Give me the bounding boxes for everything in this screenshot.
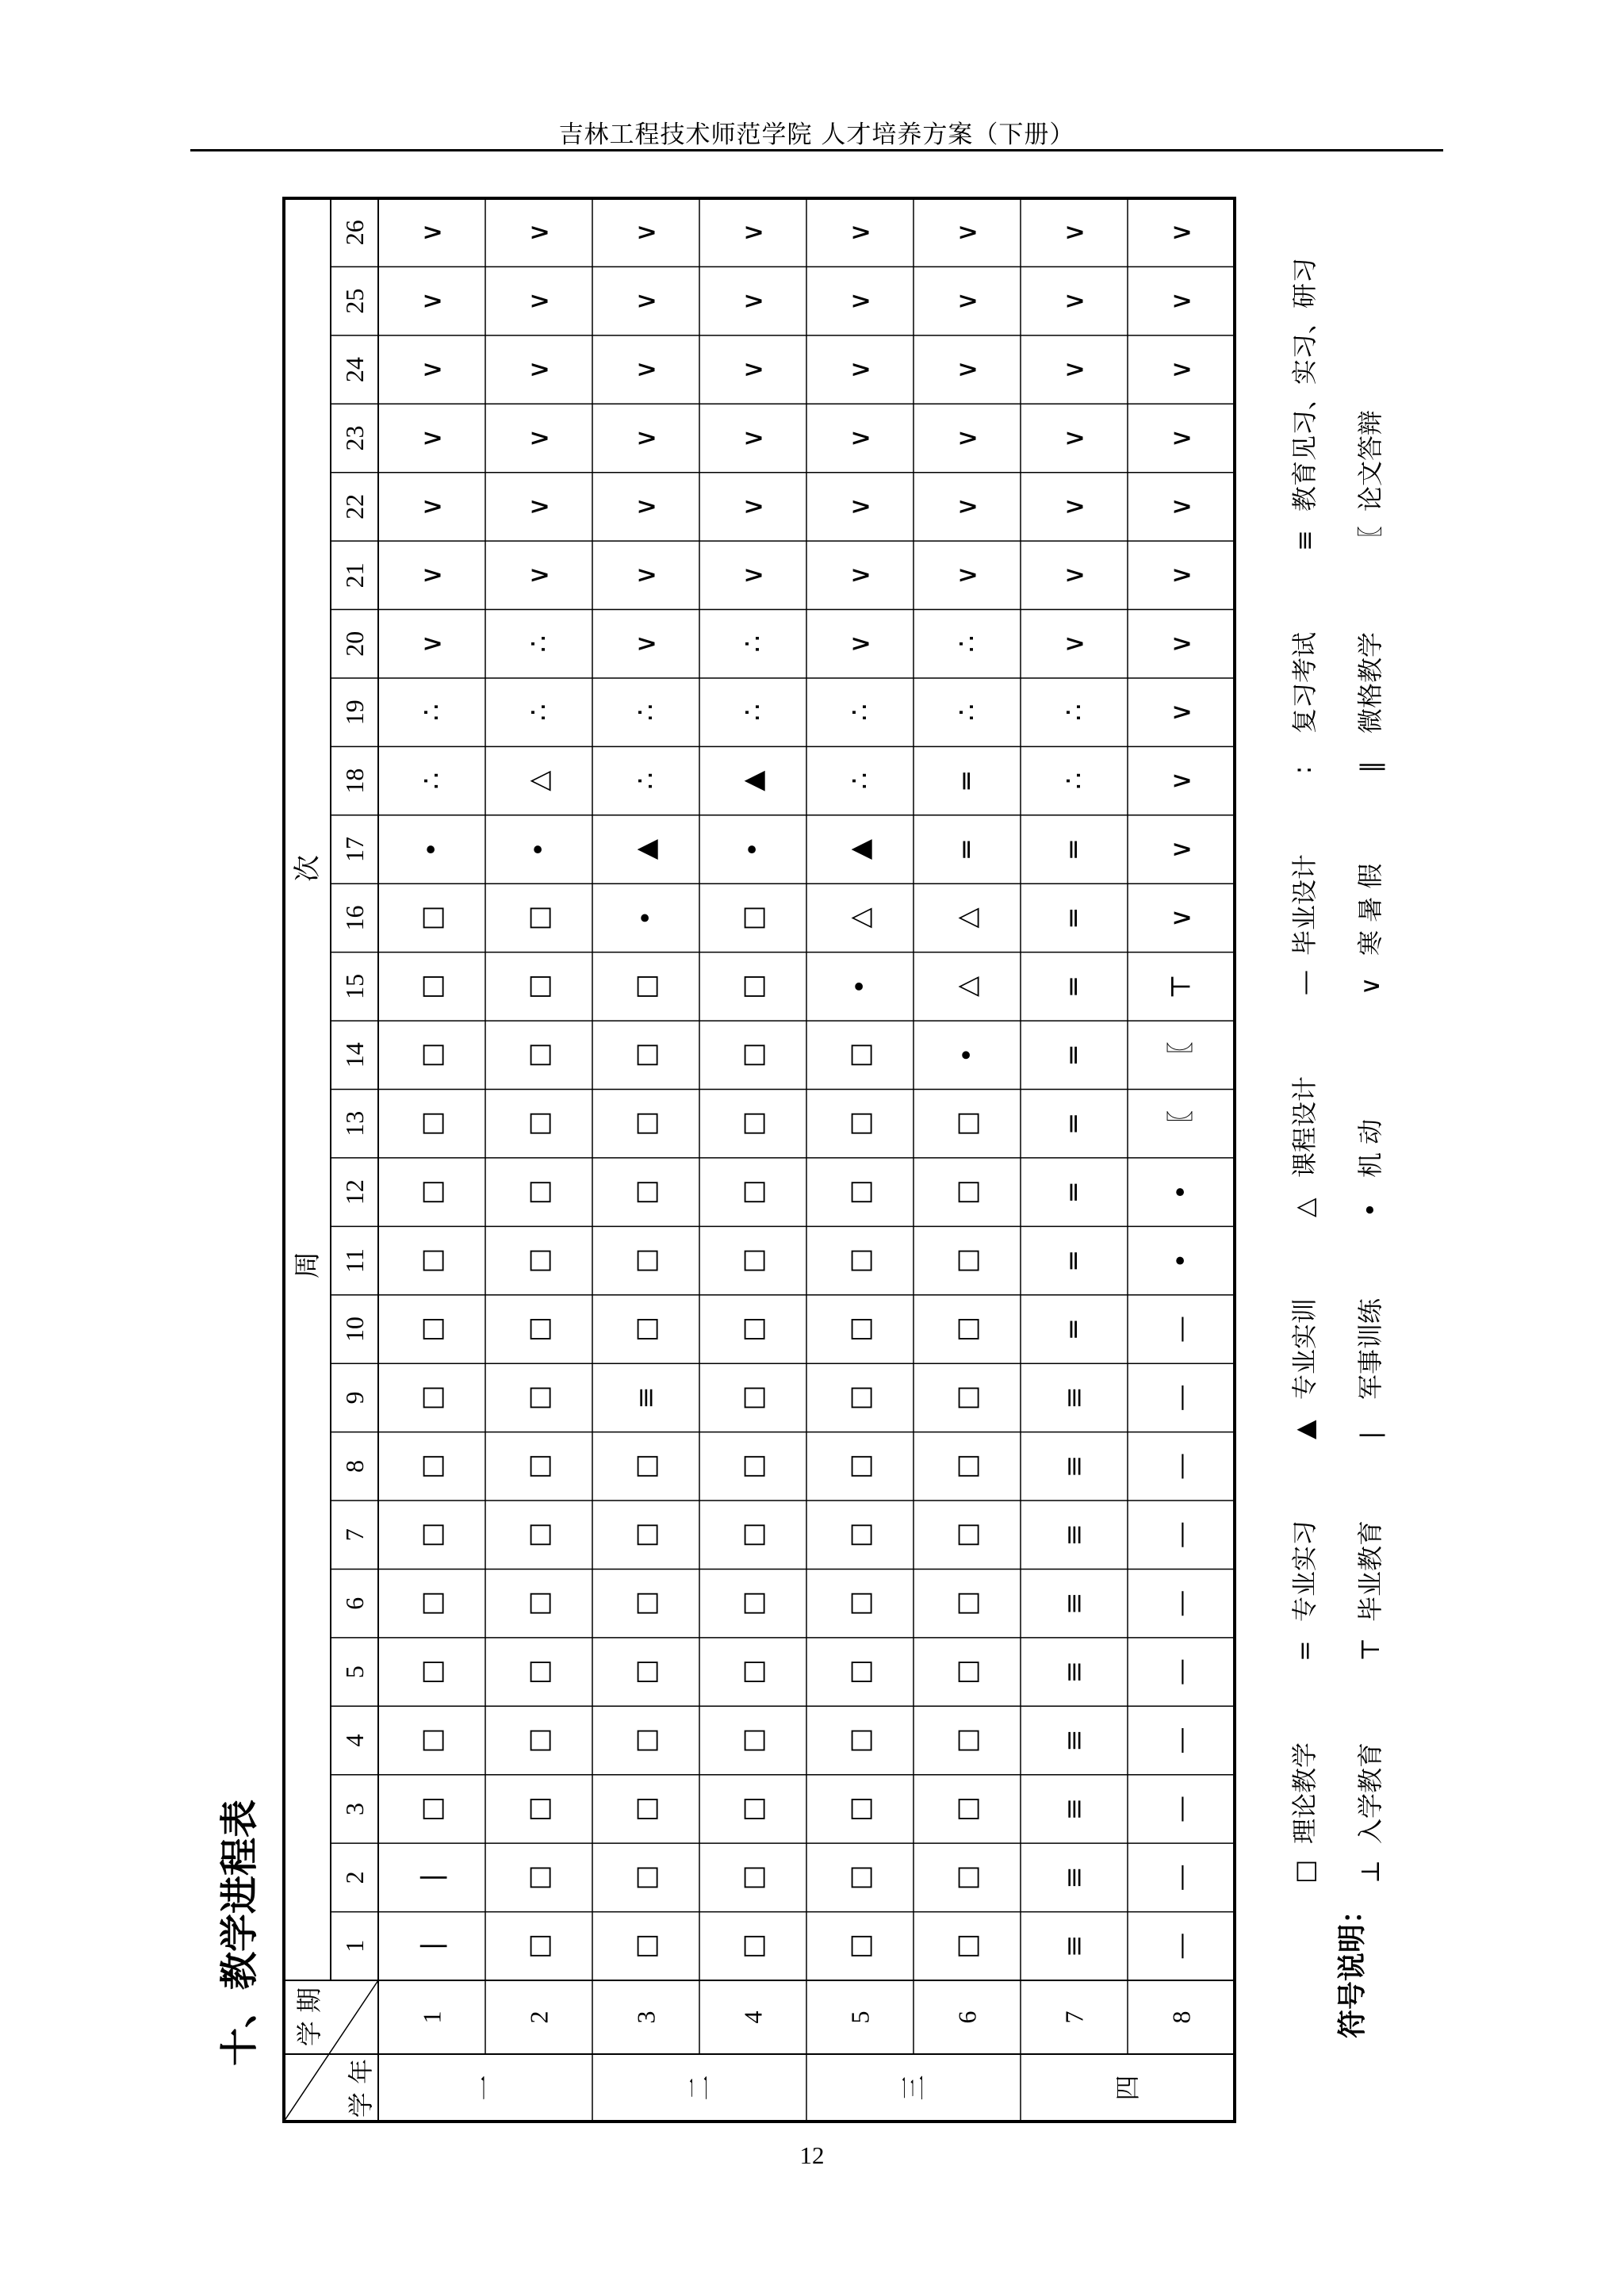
schedule-cell: • (737, 841, 769, 858)
schedule-cell: □ (630, 1316, 662, 1343)
schedule-cell: ∨ (630, 565, 662, 585)
legend-symbol: ∨ (1355, 976, 1385, 995)
schedule-cell: □ (737, 1933, 769, 1959)
year-label: 二 (684, 2075, 714, 2101)
schedule-cell: — (1165, 1727, 1197, 1754)
legend-symbol: — (1289, 970, 1320, 995)
schedule-cell: ∨ (630, 359, 662, 380)
schedule-cell: • (951, 1047, 983, 1064)
schedule-cell: □ (844, 1453, 876, 1479)
year-label: 一 (470, 2075, 500, 2101)
schedule-cell: ∨ (630, 291, 662, 312)
schedule-cell: ∨ (1165, 222, 1197, 243)
schedule-cell: □ (630, 1590, 662, 1616)
legend-label: 军事训练 (1355, 1297, 1385, 1400)
legend-label: 毕业教育 (1355, 1520, 1385, 1622)
schedule-cell: ∨ (1165, 771, 1197, 792)
year-label: 三 (898, 2075, 929, 2101)
week-number-12: 12 (340, 1179, 369, 1205)
semester-label: 3 (631, 2010, 661, 2024)
schedule-cell: □ (523, 1042, 555, 1068)
schedule-cell: □ (416, 905, 448, 931)
week-number-7: 7 (340, 1528, 369, 1542)
legend-label: 论文答辩 (1355, 409, 1385, 512)
schedule-cell: ═ (1058, 1183, 1090, 1201)
schedule-cell: △ (951, 976, 983, 997)
schedule-cell: □ (630, 1522, 662, 1548)
schedule-cell: □ (523, 1865, 555, 1891)
schedule-cell: □ (951, 1933, 983, 1959)
schedule-cell: □ (844, 1590, 876, 1616)
schedule-cell: ∴ (844, 772, 876, 790)
legend-label: 机 动 (1355, 1118, 1385, 1178)
schedule-cell: — (1165, 1452, 1197, 1480)
page-number: 12 (799, 2141, 825, 2169)
schedule-cell: ∨ (523, 496, 555, 517)
table-border (284, 198, 1235, 2122)
schedule-cell: ∨ (1165, 428, 1197, 448)
legend-label: 教育见习、实习、研习 (1289, 257, 1320, 512)
schedule-cell: □ (737, 1042, 769, 1068)
schedule-cell: — (1165, 1384, 1197, 1412)
legend-symbol: ‖ (1355, 761, 1385, 773)
legend-label: 寒 暑 假 (1355, 863, 1385, 956)
schedule-cell: ∨ (523, 291, 555, 312)
schedule-cell: ∨ (1165, 565, 1197, 585)
schedule-cell: □ (737, 1796, 769, 1823)
schedule-cell: □ (416, 1248, 448, 1274)
legend-symbol: △ (1289, 1198, 1320, 1217)
semester-label: 8 (1166, 2010, 1196, 2024)
schedule-cell: △ (844, 907, 876, 929)
schedule-cell: □ (630, 973, 662, 999)
schedule-cell: □ (951, 1796, 983, 1823)
semester-label: 2 (524, 2010, 553, 2024)
schedule-cell: □ (951, 1110, 983, 1137)
schedule-cell: □ (951, 1659, 983, 1685)
legend-symbol: | (1355, 1431, 1385, 1439)
schedule-cell: ∴ (523, 703, 555, 721)
schedule-cell: □ (737, 905, 769, 931)
week-number-11: 11 (340, 1248, 369, 1273)
schedule-cell: ∨ (416, 496, 448, 517)
schedule-cell: □ (630, 1042, 662, 1068)
schedule-cell: ∨ (1165, 907, 1197, 928)
schedule-cell: ∨ (844, 634, 876, 654)
schedule-cell: □ (416, 1659, 448, 1685)
schedule-cell: ∨ (1165, 634, 1197, 654)
schedule-cell: ═ (1058, 841, 1090, 858)
schedule-cell: ∨ (1058, 496, 1090, 517)
schedule-cell: ∨ (416, 291, 448, 312)
week-number-16: 16 (340, 905, 369, 931)
schedule-cell: ∨ (951, 428, 983, 448)
legend-symbol: ⊤ (1355, 1637, 1385, 1662)
ci-header-label: 次 (292, 855, 324, 882)
schedule-cell: ∴ (844, 703, 876, 721)
schedule-cell: ∴ (630, 703, 662, 721)
schedule-cell: ∨ (523, 428, 555, 448)
schedule-cell: ▲ (737, 770, 769, 792)
week-number-21: 21 (340, 562, 369, 588)
week-number-24: 24 (340, 357, 369, 383)
schedule-cell: □ (630, 1110, 662, 1137)
schedule-cell: ∨ (1165, 359, 1197, 380)
legend-label: 微格教学 (1355, 631, 1385, 734)
schedule-cell: ∨ (1165, 496, 1197, 517)
week-header-label: 周 (292, 1251, 324, 1278)
schedule-cell: ≡ (1058, 1797, 1090, 1821)
schedule-cell: ═ (951, 841, 983, 858)
legend-symbol: = (1289, 1640, 1320, 1662)
week-number-2: 2 (340, 1871, 369, 1884)
schedule-cell: □ (951, 1727, 983, 1754)
schedule-cell: ∨ (630, 428, 662, 448)
schedule-cell: ═ (1058, 978, 1090, 995)
schedule-cell: □ (951, 1590, 983, 1616)
schedule-cell: ∨ (630, 222, 662, 243)
schedule-cell: □ (951, 1385, 983, 1411)
schedule-cell: □ (416, 1453, 448, 1479)
week-number-18: 18 (340, 768, 369, 794)
legend (1289, 258, 1385, 2038)
schedule-cell: ∴ (416, 703, 448, 721)
schedule-cell: ∴ (737, 634, 769, 653)
schedule-cell: □ (630, 1933, 662, 1959)
legend-label: 毕业设计 (1289, 853, 1320, 956)
schedule-cell: ∨ (416, 565, 448, 585)
schedule-cell: ∨ (523, 565, 555, 585)
week-number-3: 3 (340, 1802, 369, 1815)
semester-label: 4 (738, 2010, 768, 2024)
schedule-cell: ≡ (1058, 1386, 1090, 1409)
schedule-cell: □ (951, 1453, 983, 1479)
schedule-cell: □ (737, 1727, 769, 1754)
schedule-cell: • (844, 978, 876, 995)
schedule-cell: △ (951, 907, 983, 929)
schedule-cell: ═ (1058, 910, 1090, 926)
schedule-cell: □ (416, 1385, 448, 1411)
schedule-cell: ∴ (1058, 703, 1090, 721)
schedule-cell: ∨ (523, 359, 555, 380)
schedule-cell: ∨ (1058, 565, 1090, 585)
schedule-cell: □ (737, 1385, 769, 1411)
schedule-cell: ∨ (737, 496, 769, 517)
schedule-cell: □ (844, 1248, 876, 1274)
schedule-cell: ∨ (1058, 428, 1090, 448)
schedule-cell: ∨ (844, 222, 876, 243)
schedule-cell: ∨ (951, 222, 983, 243)
schedule-cell: □ (844, 1865, 876, 1891)
semester-label: 5 (845, 2010, 875, 2024)
schedule-cell: ▲ (630, 838, 662, 861)
schedule-cell: □ (737, 973, 769, 999)
schedule-cell: ≡ (1058, 1524, 1090, 1547)
schedule-cell: ∨ (1058, 291, 1090, 312)
running-header: 吉林工程技术师范学院 人才培养方案（下册） (558, 121, 1075, 149)
schedule-cell: □ (523, 1110, 555, 1137)
legend-symbol: ≡ (1289, 530, 1320, 551)
schedule-cell: ∨ (416, 634, 448, 654)
schedule-cell: □ (844, 1179, 876, 1205)
legend-title: 符号说明： (1336, 1895, 1369, 2038)
schedule-cell: ∨ (737, 291, 769, 312)
schedule-cell: □ (844, 1316, 876, 1343)
schedule-cell: □ (523, 1796, 555, 1823)
schedule-cell: ∴ (630, 772, 662, 790)
schedule-table (284, 198, 1235, 2122)
week-number-8: 8 (340, 1459, 369, 1473)
year-label: 四 (1113, 2075, 1143, 2101)
schedule-cell: ═ (1058, 1047, 1090, 1064)
legend-symbol: ▲ (1289, 1420, 1320, 1439)
week-number-14: 14 (340, 1042, 369, 1068)
schedule-cell: ∨ (951, 496, 983, 517)
schedule-cell: □ (737, 1453, 769, 1479)
schedule-cell: □ (416, 1727, 448, 1754)
schedule-cell: — (1165, 1589, 1197, 1617)
week-number-25: 25 (340, 288, 369, 314)
schedule-cell: ∨ (523, 222, 555, 243)
week-number-20: 20 (340, 631, 369, 657)
schedule-cell: □ (737, 1316, 769, 1343)
week-number-17: 17 (340, 837, 369, 863)
schedule-cell: □ (523, 973, 555, 999)
schedule-cell: □ (630, 1727, 662, 1754)
schedule-cell: □ (844, 1042, 876, 1068)
schedule-cell: 〖 (1165, 1110, 1197, 1137)
schedule-cell: | (416, 1941, 448, 1951)
week-number-4: 4 (340, 1734, 369, 1747)
legend-label: 入学教育 (1355, 1742, 1385, 1844)
schedule-cell: □ (737, 1110, 769, 1137)
schedule-cell: □ (844, 1659, 876, 1685)
schedule-cell: ≡ (1058, 1455, 1090, 1478)
schedule-cell: □ (416, 1796, 448, 1823)
schedule-cell: ∴ (523, 634, 555, 653)
schedule-cell: □ (844, 1796, 876, 1823)
schedule-cell: ∨ (951, 359, 983, 380)
schedule-cell: ∴ (737, 703, 769, 721)
schedule-cell: □ (416, 1110, 448, 1137)
schedule-cell: ∨ (630, 634, 662, 654)
schedule-cell: ∨ (416, 222, 448, 243)
schedule-cell: • (1165, 1184, 1197, 1201)
schedule-cell: □ (951, 1179, 983, 1205)
schedule-cell: ∨ (1058, 634, 1090, 654)
schedule-cell: ∨ (630, 496, 662, 517)
week-number-5: 5 (340, 1665, 369, 1679)
schedule-cell: ≡ (630, 1386, 662, 1409)
section-title: 十、教学进程表 (217, 1799, 262, 2066)
schedule-cell: ∴ (416, 772, 448, 790)
schedule-cell: □ (630, 1179, 662, 1205)
schedule-cell: ═ (1058, 1320, 1090, 1338)
schedule-cell: □ (844, 1727, 876, 1754)
schedule-cell: ∨ (844, 291, 876, 312)
schedule-cell: ═ (1058, 1252, 1090, 1269)
week-number-6: 6 (340, 1596, 369, 1610)
schedule-cell: ∴ (951, 703, 983, 721)
schedule-cell: ⊤ (1165, 973, 1197, 999)
schedule-cell: □ (737, 1865, 769, 1891)
week-number-1: 1 (340, 1939, 369, 1953)
schedule-cell: □ (844, 1385, 876, 1411)
week-number-15: 15 (340, 973, 369, 999)
schedule-cell: □ (416, 1590, 448, 1616)
schedule-cell: □ (630, 1453, 662, 1479)
schedule-cell: □ (630, 1659, 662, 1685)
schedule-cell: • (416, 841, 448, 858)
schedule-cell: ∨ (737, 428, 769, 448)
schedule-cell: □ (416, 1522, 448, 1548)
schedule-cell: □ (416, 973, 448, 999)
schedule-cell: ∨ (737, 565, 769, 585)
legend-symbol: • (1355, 1202, 1385, 1217)
legend-label: 专业实训 (1289, 1297, 1320, 1400)
schedule-cell: • (523, 841, 555, 858)
schedule-cell: ∨ (1165, 839, 1197, 860)
legend-symbol: □ (1289, 1859, 1320, 1884)
schedule-cell: □ (844, 1933, 876, 1959)
schedule-cell: □ (951, 1865, 983, 1891)
semester-label: 7 (1059, 2010, 1089, 2024)
schedule-cell: ≡ (1058, 1660, 1090, 1684)
schedule-cell: ∨ (951, 565, 983, 585)
week-number-22: 22 (340, 493, 369, 519)
schedule-cell: □ (523, 905, 555, 931)
schedule-cell: ∨ (951, 291, 983, 312)
schedule-cell: □ (951, 1316, 983, 1343)
schedule-cell: △ (523, 770, 555, 792)
rotated-content (217, 198, 1385, 2122)
schedule-cell: ∨ (737, 222, 769, 243)
schedule-cell: ▲ (844, 838, 876, 861)
legend-symbol: ⊥ (1355, 1859, 1385, 1884)
schedule-cell: □ (523, 1590, 555, 1616)
schedule-cell: — (1165, 1795, 1197, 1823)
schedule-cell: □ (416, 1042, 448, 1068)
week-number-9: 9 (340, 1391, 369, 1405)
schedule-cell: □ (630, 1796, 662, 1823)
schedule-cell: □ (737, 1659, 769, 1685)
schedule-cell: — (1165, 1864, 1197, 1892)
schedule-cell: ∴ (1058, 772, 1090, 790)
schedule-cell: ∨ (844, 565, 876, 585)
schedule-cell: □ (951, 1522, 983, 1548)
schedule-cell: ∨ (1165, 702, 1197, 723)
legend-symbol: ∶ (1289, 766, 1320, 773)
legend-label: 理论教学 (1289, 1742, 1320, 1844)
schedule-cell: □ (523, 1522, 555, 1548)
year-header-label: 学 年 (346, 2058, 376, 2118)
legend-label: 课程设计 (1289, 1075, 1320, 1178)
schedule-cell: □ (844, 1522, 876, 1548)
schedule-cell: □ (737, 1522, 769, 1548)
legend-label: 复习考试 (1289, 631, 1320, 734)
week-number-23: 23 (340, 425, 369, 451)
schedule-cell: ∨ (737, 359, 769, 380)
schedule-cell: □ (523, 1248, 555, 1274)
schedule-cell: ═ (1058, 1115, 1090, 1132)
schedule-cell: ≡ (1058, 1592, 1090, 1615)
schedule-cell: □ (523, 1316, 555, 1343)
schedule-cell: — (1165, 1315, 1197, 1343)
schedule-cell: ∨ (844, 428, 876, 448)
schedule-cell: □ (630, 1865, 662, 1891)
schedule-cell: • (630, 910, 662, 926)
schedule-cell: □ (523, 1659, 555, 1685)
schedule-cell: ∴ (951, 634, 983, 653)
week-number-19: 19 (340, 700, 369, 726)
schedule-cell: ∨ (1165, 291, 1197, 312)
semester-label: 6 (952, 2010, 982, 2024)
schedule-cell: □ (416, 1179, 448, 1205)
schedule-cell: ≡ (1058, 1934, 1090, 1958)
schedule-cell: ≡ (1058, 1729, 1090, 1752)
schedule-cell: □ (844, 1110, 876, 1137)
legend-label: 专业实习 (1289, 1520, 1320, 1622)
schedule-cell: ∨ (416, 428, 448, 448)
schedule-cell: □ (630, 1248, 662, 1274)
week-number-13: 13 (340, 1110, 369, 1137)
schedule-cell: ═ (951, 772, 983, 789)
schedule-cell: □ (737, 1248, 769, 1274)
schedule-cell: ∨ (844, 496, 876, 517)
schedule-cell: ∨ (1058, 359, 1090, 380)
week-number-26: 26 (340, 220, 369, 246)
schedule-cell: □ (951, 1248, 983, 1274)
schedule-cell: □ (523, 1385, 555, 1411)
legend-symbol: 〖 (1355, 525, 1385, 551)
schedule-cell: 〖 (1165, 1041, 1197, 1069)
schedule-cell: ≡ (1058, 1866, 1090, 1889)
schedule-cell: □ (737, 1179, 769, 1205)
schedule-cell: ∨ (844, 359, 876, 380)
schedule-cell: — (1165, 1658, 1197, 1686)
week-number-10: 10 (340, 1316, 369, 1342)
schedule-cell: ∨ (1058, 222, 1090, 243)
schedule-cell: □ (523, 1179, 555, 1205)
schedule-cell: • (1165, 1252, 1197, 1269)
schedule-cell: | (416, 1872, 448, 1883)
schedule-cell: — (1165, 1932, 1197, 1960)
schedule-cell: — (1165, 1521, 1197, 1549)
schedule-cell: □ (416, 1316, 448, 1343)
schedule-cell: □ (523, 1453, 555, 1479)
schedule-cell: ∨ (416, 359, 448, 380)
schedule-cell: □ (523, 1727, 555, 1754)
semester-label: 1 (417, 2010, 446, 2024)
semester-header-label: 学 期 (294, 1987, 324, 2047)
schedule-cell: □ (737, 1590, 769, 1616)
schedule-cell: □ (523, 1933, 555, 1959)
